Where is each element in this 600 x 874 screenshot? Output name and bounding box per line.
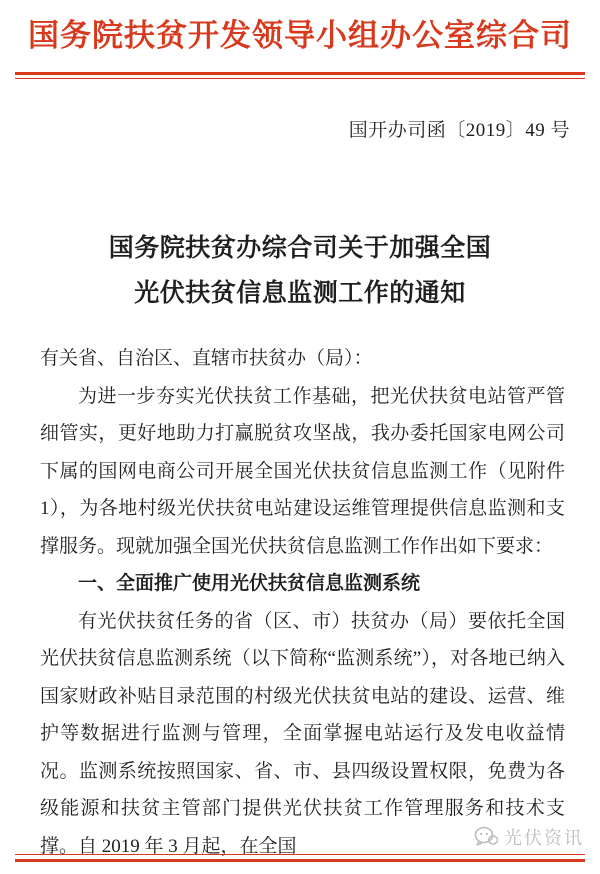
body-paragraph-1: 为进一步夯实光伏扶贫工作基础，把光伏扶贫电站管严管细管实，更好地助力打赢脱贫攻坚战，我办委托国家电网公司下属的国网电商公司开展全国光伏扶贫信息监测工作（见附件 1），为各地村级光伏扶贫电站建设运维管理提供信息监测和支撑服务。现就加强全国光伏扶贫信息监测工作作出如下要求： — [40, 385, 565, 557]
footer-double-rule — [15, 854, 585, 862]
document-title-line1: 国务院扶贫办综合司关于加强全国 — [108, 235, 492, 262]
document-title-line2: 光伏扶贫信息监测工作的通知 — [134, 280, 466, 307]
letterhead-org-name: 国务院扶贫开发领导小组办公室综合司 — [28, 18, 572, 53]
publisher-watermark — [473, 824, 584, 850]
document-body — [40, 340, 565, 865]
section-1-heading: 一、全面推广使用光伏扶贫信息监测系统 — [78, 573, 421, 594]
body-paragraph-2: 有光伏扶贫任务的省（区、市）扶贫办（局）要依托全国光伏扶贫信息监测系统（以下简称“监测系统”），对各地已纳入国家财政补贴目录范围的村级光伏扶贫电站的建设、运营、维护等数据进行监测与管理，全面掌握电站运行及发电收益情况。监测系统按照国家、省、市、县四级设置权限，免费为各级能源和扶贫主管部门提供光伏扶贫工作管理服务和技术支撑。自 2019 年 3 月起，在全国 — [40, 610, 565, 857]
document-reference-number: 国开办司函〔2019〕49 号 — [348, 120, 570, 141]
salutation-line: 有关省、自治区、直辖市扶贫办（局）： — [40, 348, 373, 369]
document-title — [0, 226, 600, 316]
header-double-rule — [15, 72, 585, 79]
watermark-label: 光伏资讯 — [504, 828, 584, 848]
wechat-account-icon — [473, 826, 499, 848]
